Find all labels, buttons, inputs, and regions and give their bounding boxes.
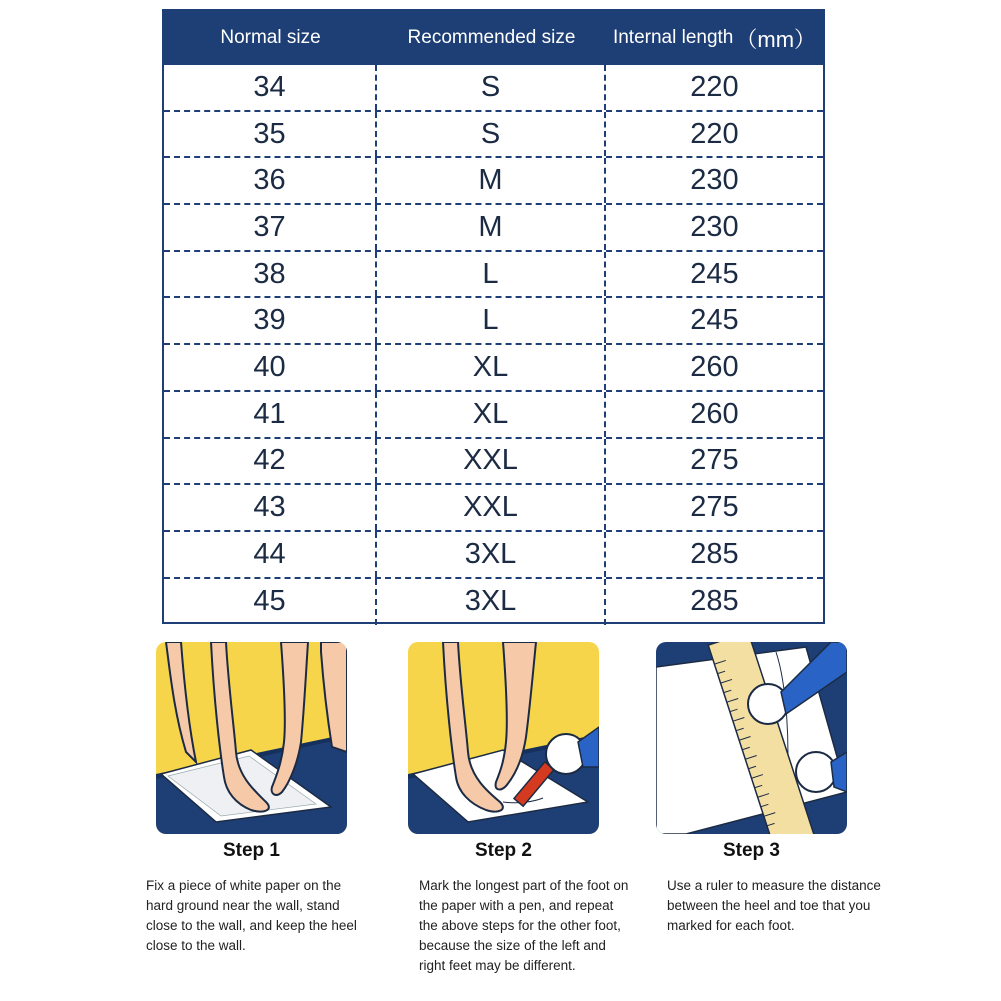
- table-row: [164, 112, 823, 159]
- internal-length-cell: 230: [690, 210, 739, 243]
- table-row: [164, 205, 823, 252]
- internal-length-cell: 245: [690, 257, 739, 290]
- table-row: [164, 579, 823, 626]
- table-row: [164, 158, 823, 205]
- header-internal-length-label: Internal length: [612, 27, 734, 48]
- recommended-size-cell: 3XL: [377, 532, 606, 577]
- normal-size-cell: 40: [164, 345, 377, 390]
- internal-length-cell: 260: [690, 350, 739, 383]
- internal-length-cell: 285: [690, 585, 739, 618]
- header-recommended-size: Recommended size: [407, 27, 576, 48]
- recommended-size-cell: S: [377, 65, 606, 110]
- table-row: [164, 252, 823, 299]
- internal-length-cell: 245: [690, 304, 739, 337]
- size-chart-table: [162, 9, 825, 624]
- normal-size-cell: 35: [164, 112, 377, 157]
- internal-length-cell: 220: [690, 117, 739, 150]
- table-row: [164, 439, 823, 486]
- normal-size-cell: 41: [164, 392, 377, 437]
- recommended-size-cell: S: [377, 112, 606, 157]
- recommended-size-cell: L: [377, 252, 606, 297]
- step-2-title: Step 2: [474, 840, 533, 861]
- step-1-text: Fix a piece of white paper on the hard ground near the wall, stand close to the wall, and keep the heel close to the wall.: [146, 878, 357, 953]
- recommended-size-cell: XXL: [377, 485, 606, 530]
- normal-size-cell: 39: [164, 298, 377, 343]
- recommended-size-cell: M: [377, 205, 606, 250]
- pen-marking-foot-icon: [408, 642, 599, 834]
- table-row: [164, 65, 823, 112]
- normal-size-cell: 37: [164, 205, 377, 250]
- recommended-size-cell: L: [377, 298, 606, 343]
- table-header: [164, 11, 823, 65]
- normal-size-cell: 38: [164, 252, 377, 297]
- step-1-title: Step 1: [222, 840, 281, 861]
- internal-length-cell: 220: [690, 70, 739, 103]
- ruler-measure-icon: [656, 642, 847, 834]
- recommended-size-cell: XL: [377, 392, 606, 437]
- step-1: [146, 642, 386, 953]
- step-3: [656, 642, 886, 933]
- header-normal-size: Normal size: [220, 27, 321, 48]
- normal-size-cell: 45: [164, 579, 377, 626]
- normal-size-cell: 34: [164, 65, 377, 110]
- feet-on-paper-icon: [156, 642, 347, 834]
- recommended-size-cell: M: [377, 158, 606, 203]
- normal-size-cell: 44: [164, 532, 377, 577]
- table-row: [164, 345, 823, 392]
- internal-length-cell: 285: [690, 537, 739, 570]
- header-unit: （mm）: [735, 26, 817, 52]
- internal-length-cell: 275: [690, 491, 739, 524]
- step-3-title: Step 3: [722, 840, 781, 861]
- step-2-text: Mark the longest part of the foot on the paper with a pen, and repeat the above steps for the other foot, because the size of the left and right feet may be different.: [419, 878, 629, 973]
- table-row: [164, 485, 823, 532]
- recommended-size-cell: XXL: [377, 439, 606, 484]
- table-row: [164, 532, 823, 579]
- table-row: [164, 298, 823, 345]
- internal-length-cell: 260: [690, 397, 739, 430]
- step-2: [408, 642, 638, 973]
- internal-length-cell: 230: [690, 164, 739, 197]
- table-body: [164, 65, 823, 625]
- normal-size-cell: 36: [164, 158, 377, 203]
- step-3-text: Use a ruler to measure the distance between the heel and toe that you marked for each foot.: [667, 878, 881, 933]
- recommended-size-cell: XL: [377, 345, 606, 390]
- recommended-size-cell: 3XL: [377, 579, 606, 626]
- internal-length-cell: 275: [690, 444, 739, 477]
- normal-size-cell: 43: [164, 485, 377, 530]
- header-internal-length: [606, 11, 823, 65]
- normal-size-cell: 42: [164, 439, 377, 484]
- table-row: [164, 392, 823, 439]
